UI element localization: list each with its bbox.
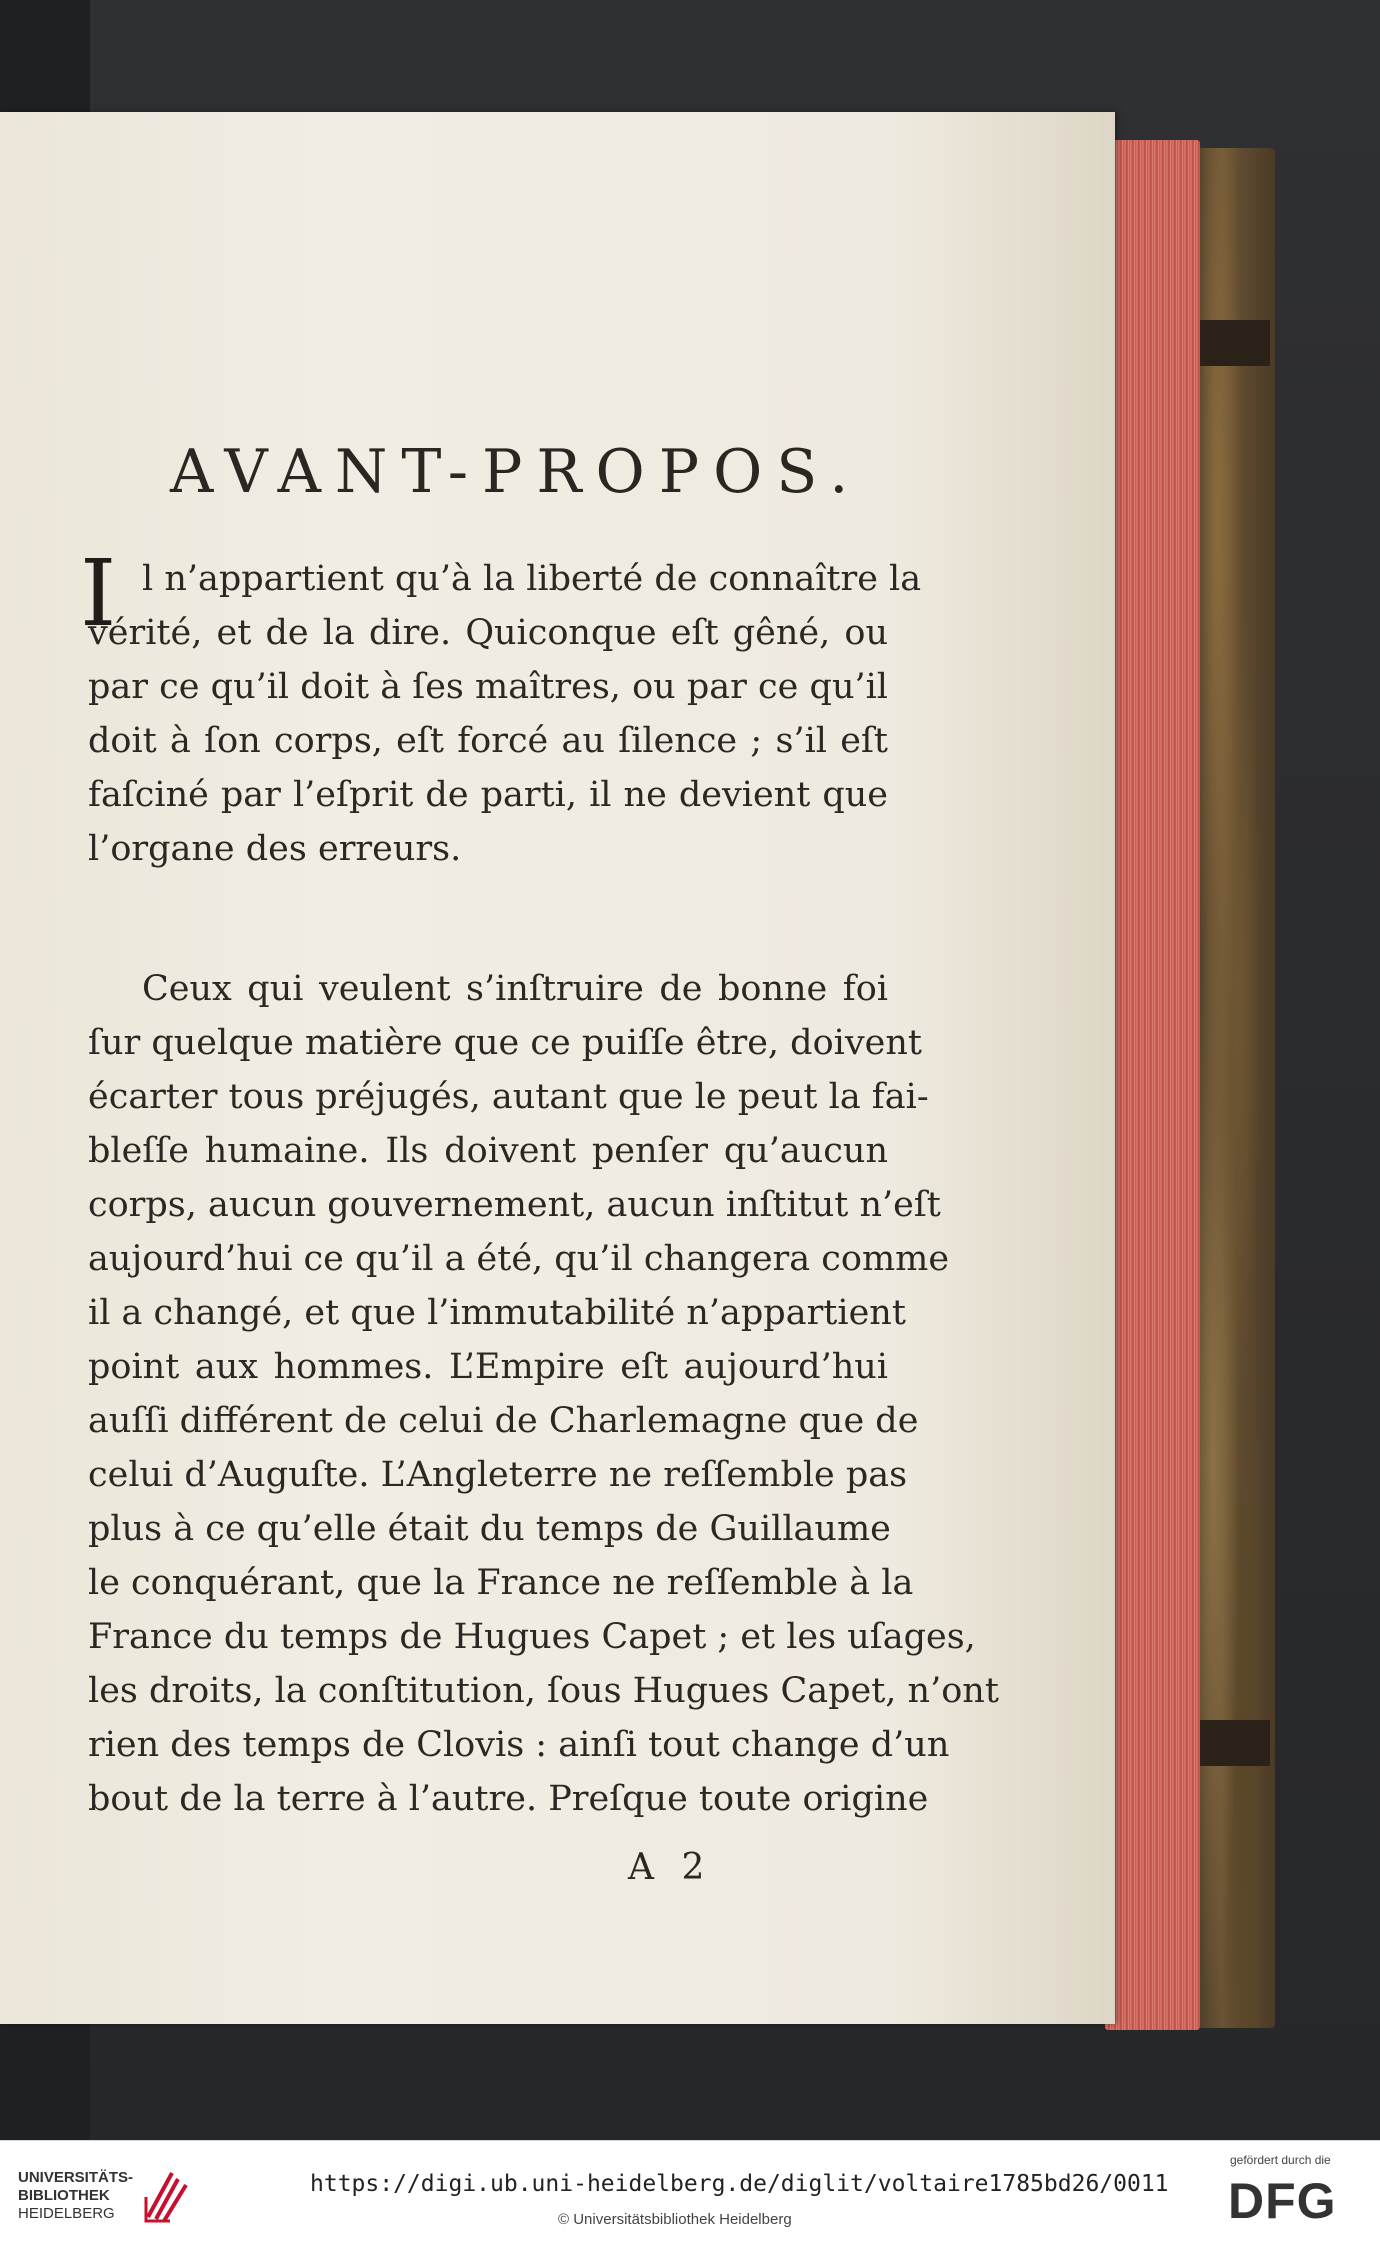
text-line: écarter tous préjugés, autant que le peut la fai- [88,1077,929,1117]
book-page [0,112,1115,2024]
text-line: bleſſe humaine. Ils doivent penſer qu’aucun [88,1131,888,1171]
cover-band [1200,1720,1270,1766]
page-title: AVANT-PROPOS. [170,437,863,507]
dfg-logo[interactable]: DFG [1228,2173,1337,2229]
signature-mark: A 2 [628,1847,713,1888]
text-line: les droits, la conſtitution, ſous Hugues Capet, n’ont [88,1671,999,1711]
text-line: corps, aucun gouvernement, aucun inſtitut n’eſt [88,1185,941,1225]
text-line: il a changé, et que l’immutabilité n’appartient [88,1293,906,1333]
text-line: point aux hommes. L’Empire eſt aujourd’hui [88,1347,888,1387]
funding-caption: gefördert durch die [1230,2153,1331,2167]
drop-cap: I [80,540,117,647]
text-line: Ceux qui veulent s’inſtruire de bonne foi [142,969,888,1009]
text-line: aujourd’hui ce qu’il a été, qu’il changera comme [88,1239,950,1279]
library-logo-icon[interactable] [142,2167,192,2223]
library-name [18,2169,133,2223]
text-line: plus à ce qu’elle était du temps de Guillaume [88,1509,891,1549]
text-line: vérité, et de la dire. Quiconque eſt gêné, ou [88,613,888,653]
text-line: le conquérant, que la France ne reſſemble à la [88,1563,914,1603]
text-line: doit à ſon corps, eſt forcé au ſilence ; s’il eſt [88,721,888,761]
text-line: par ce qu’il doit à ſes maîtres, ou par ce qu’il [88,667,888,707]
text-line: bout de la terre à l’autre. Preſque toute origine [88,1779,929,1819]
copyright-text: © Universitätsbibliothek Heidelberg [558,2211,792,2228]
text-line: celui d’Auguſte. L’Angleterre ne reſſemble pas [88,1455,908,1495]
library-name-line: BIBLIOTHEK [18,2187,110,2204]
cover-band [1200,320,1270,366]
text-line: rien des temps de Clovis : ainſi tout change d’un [88,1725,950,1765]
footer-bar [0,2140,1380,2243]
permalink-url[interactable]: https://digi.ub.uni-heidelberg.de/diglit/voltaire1785bd26/0011 [310,2171,1169,2197]
library-name-line: HEIDELBERG [18,2205,115,2222]
text-line: l n’appartient qu’à la liberté de connaître la [142,559,922,599]
text-line: auſſi différent de celui de Charlemagne que de [88,1401,919,1441]
book-page-edges [1105,140,1200,2030]
text-line: l’organe des erreurs. [88,829,462,869]
library-name-line: UNIVERSITÄTS- [18,2169,134,2186]
text-line: France du temps de Hugues Capet ; et les uſages, [88,1617,976,1657]
text-line: ſur quelque matière que ce puiſſe être, doivent [88,1023,922,1063]
text-line: faſciné par l’eſprit de parti, il ne devient que [88,775,888,815]
